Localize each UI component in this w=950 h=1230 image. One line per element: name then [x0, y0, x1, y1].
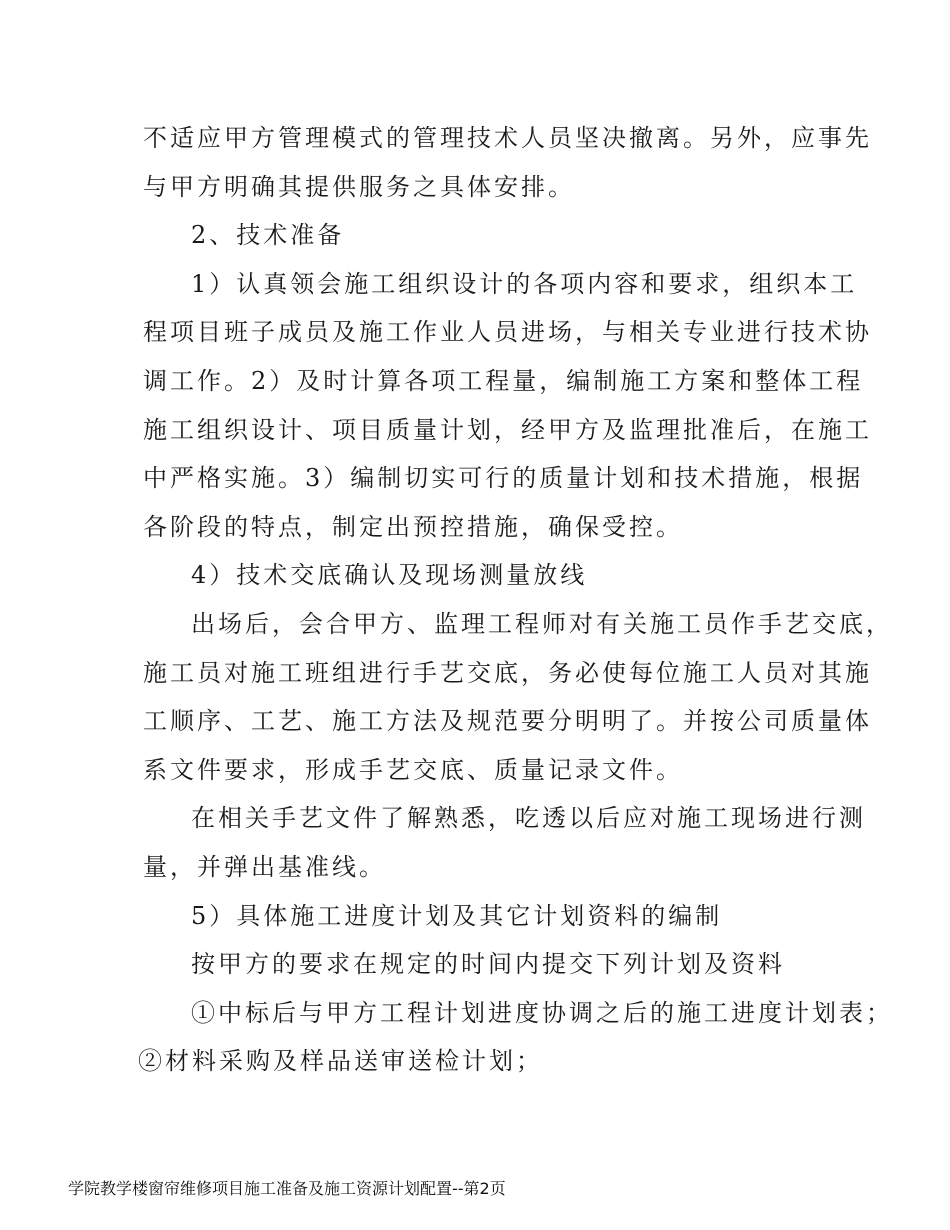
- document-body: [138, 114, 893, 1086]
- paragraph-line: 中严格实施。3）编制切实可行的质量计划和技术措施，根据: [143, 464, 864, 493]
- subsection-heading: 5）具体施工进度计划及其它计划资料的编制: [191, 901, 723, 930]
- paragraph-line: 施工员对施工班组进行手艺交底，务必使每位施工人员对其施: [143, 658, 872, 687]
- paragraph-line: 与甲方明确其提供服务之具体安排。: [143, 172, 575, 201]
- subsection-heading: 4）技术交底确认及现场测量放线: [191, 561, 588, 590]
- paragraph-line: 按甲方的要求在规定的时间内提交下列计划及资料: [191, 950, 785, 979]
- paragraph-line: 不适应甲方管理模式的管理技术人员坚决撤离。另外，应事先: [143, 124, 872, 152]
- paragraph-line: 1）认真领会施工组织设计的各项内容和要求，组织本工: [191, 269, 858, 298]
- paragraph-line: 工顺序、工艺、施工方法及规范要分明明了。并按公司质量体: [143, 707, 872, 736]
- paragraph-line: 系文件要求，形成手艺交底、质量记录文件。: [143, 755, 683, 784]
- paragraph-line: 量，并弹出基准线。: [143, 852, 386, 881]
- list-item: ②材料采购及样品送审送检计划；: [138, 1047, 543, 1076]
- page-footer: 学院教学楼窗帘维修项目施工准备及施工资源计划配置--第2页: [68, 1179, 506, 1198]
- section-heading: 2、技术准备: [191, 221, 345, 250]
- paragraph-line: 出场后，会合甲方、监理工程师对有关施工员作手艺交底，: [191, 609, 893, 638]
- paragraph-line: 施工组织设计、项目质量计划，经甲方及监理批准后，在施工: [143, 415, 872, 444]
- paragraph-line: 在相关手艺文件了解熟悉，吃透以后应对施工现场进行测: [191, 804, 866, 833]
- paragraph-line: 程项目班子成员及施工作业人员进场，与相关专业进行技术协: [143, 318, 872, 347]
- paragraph-line: 各阶段的特点，制定出预控措施，确保受控。: [143, 512, 683, 541]
- list-item: ①中标后与甲方工程计划进度协调之后的施工进度计划表；: [191, 998, 893, 1027]
- paragraph-line: 调工作。2）及时计算各项工程量，编制施工方案和整体工程: [143, 366, 864, 395]
